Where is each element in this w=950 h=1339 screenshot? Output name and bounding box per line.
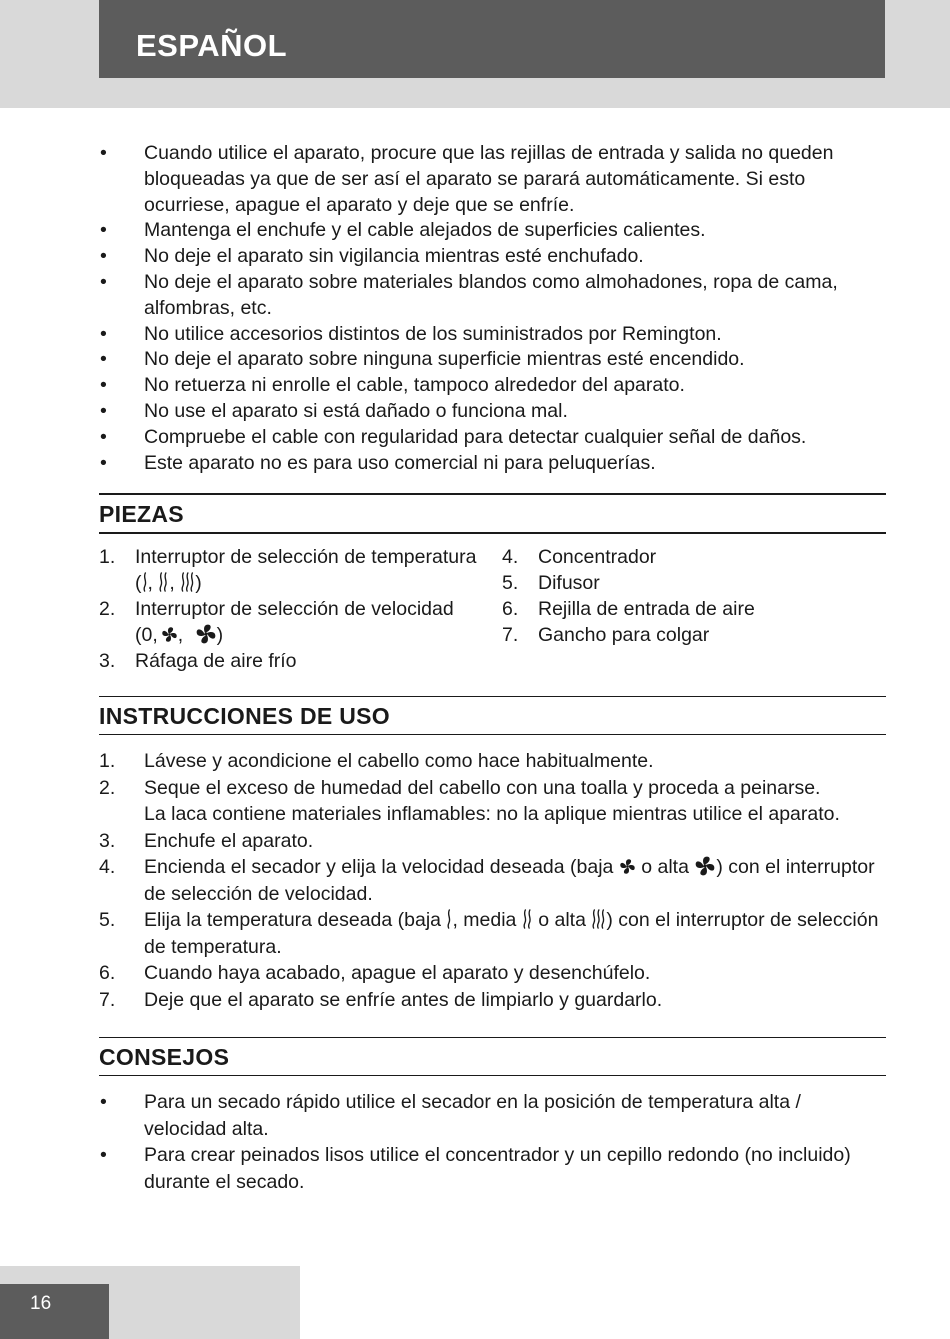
list-item-text: Encienda el secador y elija la velocidad deseada (baja [144,856,619,879]
heat-medium-icon [522,909,533,929]
list-item [99,141,886,218]
symbol-close-paren: ) [195,572,202,595]
list-item-text: Rejilla de entrada de aire [538,597,755,620]
symbol-close-paren: ) [216,623,224,646]
list-item [99,907,886,960]
language-header-bar [99,0,885,78]
list-item-text: No utilice accesorios distintos de los suministrados por Remington. [144,322,722,345]
symbol-open-paren: (0, [135,623,158,646]
list-item [99,451,886,477]
list-item-text: No retuerza ni enrolle el cable, tampoco alrededor del aparato. [144,374,685,397]
fan-high-icon [694,855,716,877]
list-item-text: o alta [532,909,592,932]
list-item [502,571,886,597]
fan-low-icon [161,626,178,643]
list-item [99,649,502,675]
list-item [99,854,886,907]
bullet-marker: • [100,270,107,293]
list-item [99,218,886,244]
heat-high-icon [591,909,606,929]
bullet-marker: • [100,219,107,242]
list-item-text: Para crear peinados lisos utilice el concentrador y un cepillo redondo (no incluido) durante el secado. [144,1144,851,1193]
tips-list [99,1089,886,1195]
list-item-text: No deje el aparato sin vigilancia mientras esté enchufado. [144,245,644,268]
bullet-marker: • [100,425,107,448]
heat-low-icon [142,572,148,592]
list-item-text: Ráfaga de aire frío [135,649,297,672]
list-item-text: Interruptor de selección de temperatura [135,546,477,569]
list-item-text: Cuando haya acabado, apague el aparato y desenchúfelo. [144,962,651,985]
heat-medium-icon [158,572,169,592]
list-item-text: Gancho para colgar [538,623,710,646]
item-number: 6. [502,597,519,620]
item-number: 6. [99,962,116,985]
list-item-text: Deje que el aparato se enfríe antes de limpiarlo y guardarlo. [144,988,663,1011]
bullet-marker: • [100,374,107,397]
list-item [99,322,886,348]
list-item [99,960,886,987]
section-heading-piezas: PIEZAS [99,493,886,534]
heat-high-icon [180,572,195,592]
list-item [99,1089,886,1142]
list-item-text: Compruebe el cable con regularidad para detectar cualquier señal de daños. [144,425,807,448]
list-item-text: Cuando utilice el aparato, procure que las rejillas de entrada y salida no queden bloqueadas ya que de ser así el aparato se parará automáticamente. Si esto ocurriese, apague el aparato y deje que se enfríe. [144,142,834,216]
list-item-text: No deje el aparato sobre ninguna superficie mientras esté encendido. [144,348,745,371]
fan-low-icon [619,858,636,875]
list-item-text: No use el aparato si está dañado o funciona mal. [144,399,568,422]
item-number: 2. [99,776,116,799]
item-number: 7. [502,623,519,646]
item-number: 4. [502,546,519,569]
list-item-note: La laca contiene materiales inflamables: no la aplique mientras utilice el aparato. [144,803,840,826]
list-item-text: Concentrador [538,546,657,569]
bullet-marker: • [100,1144,107,1167]
item-number: 3. [99,649,116,672]
bullet-marker: • [100,451,107,474]
page-content [99,141,886,1195]
bullet-marker: • [100,245,107,268]
list-item-text: ) con el interruptor de selección de temperatura. [144,909,879,958]
bullet-marker: • [100,322,107,345]
list-item-text: o alta [635,856,695,879]
item-number: 4. [99,856,116,879]
section-heading-instrucciones: INSTRUCCIONES DE USO [99,696,886,735]
list-item-text: Interruptor de selección de velocidad [135,597,454,620]
parts-column-left [99,545,502,674]
fan-high-icon [195,623,217,645]
list-item-text: Lávese y acondicione el cabello como hace habitualmente. [144,750,654,773]
list-item: 1. Interruptor de selección de temperatura ( , , ) [99,546,477,595]
item-number: 3. [99,829,116,852]
item-number: 5. [99,909,116,932]
list-item-text: Para un secado rápido utilice el secador en la posición de temperatura alta / velocidad alta. [144,1091,801,1140]
page-number-box [0,1284,109,1339]
list-item [99,1142,886,1195]
list-item [99,987,886,1014]
list-item: 2. Interruptor de selección de velocidad (0, , ) [99,597,454,646]
list-item-text: Este aparato no es para uso comercial ni para peluquerías. [144,451,656,474]
item-number: 7. [99,988,116,1011]
bullet-marker: • [100,399,107,422]
list-item [99,775,886,828]
bullet-marker: • [100,348,107,371]
list-item [99,244,886,270]
list-item [99,399,886,425]
list-item-text: ) con el interruptor de selección de velocidad. [144,856,875,905]
bullet-marker: • [100,142,107,164]
list-item-text: Elija la temperatura deseada (baja [144,909,447,932]
list-item [502,597,886,623]
list-item [99,748,886,775]
item-number: 5. [502,572,519,595]
list-item-text: Difusor [538,572,600,595]
language-title: ESPAÑOL [136,28,288,63]
item-number: 1. [99,546,116,569]
parts-list [99,545,886,674]
item-number: 2. [99,597,116,620]
list-item [99,270,886,322]
section-heading-consejos: CONSEJOS [99,1037,886,1076]
list-item-text: Seque el exceso de humedad del cabello con una toalla y proceda a peinarse. [144,776,821,799]
bullet-marker: • [100,1091,107,1114]
list-item-text: Mantenga el enchufe y el cable alejados de superficies calientes. [144,219,706,242]
list-item [502,623,886,649]
safety-list [99,141,886,476]
list-item-text: Enchufe el aparato. [144,829,314,852]
list-item [99,425,886,451]
page-number: 16 [30,1293,52,1314]
list-item [99,373,886,399]
item-number: 1. [99,750,116,773]
list-item-text: No deje el aparato sobre materiales blandos como almohadones, ropa de cama, alfombras, etc. [144,270,838,319]
list-item-text: , media [452,909,522,932]
list-item [99,828,886,855]
list-item [502,545,886,571]
instructions-list [99,748,886,1013]
parts-column-right [502,545,886,674]
symbol-open-paren: ( [135,572,142,595]
list-item [99,347,886,373]
